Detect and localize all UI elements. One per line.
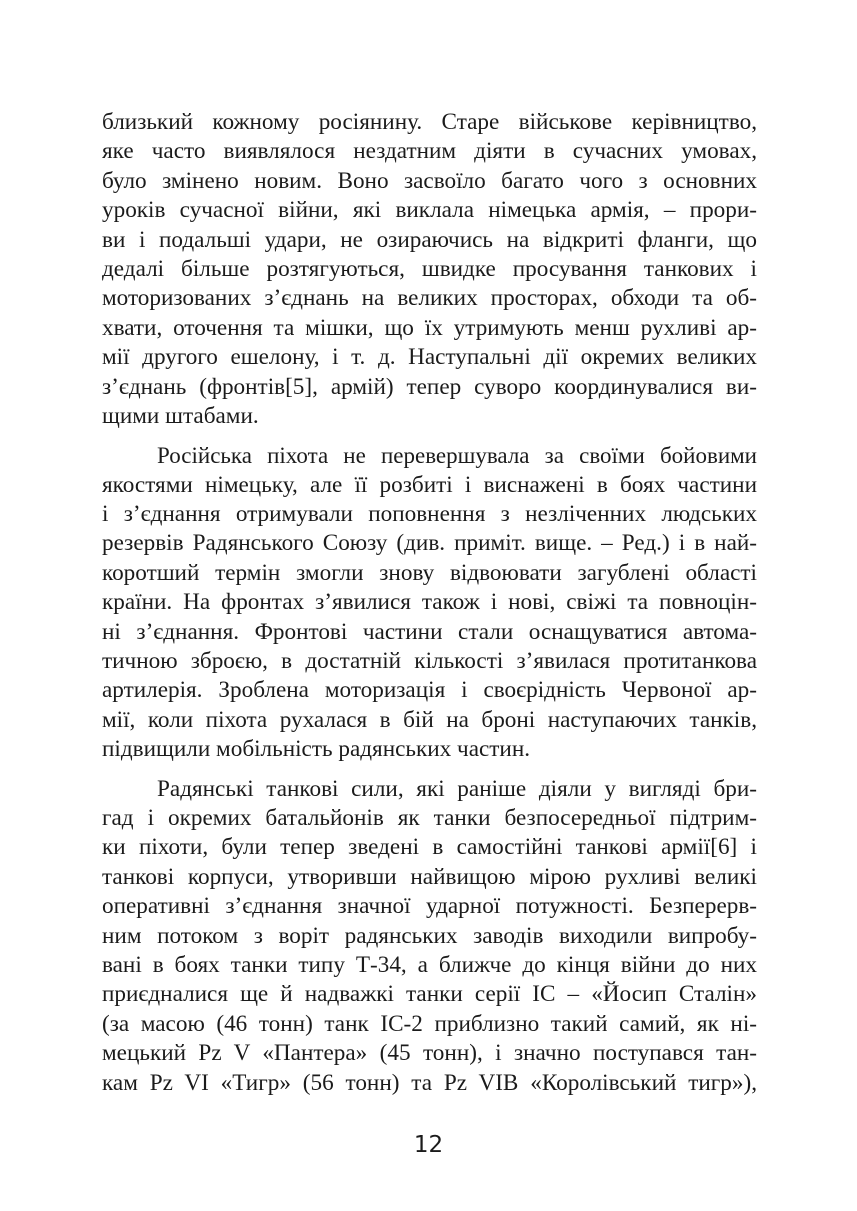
text-line: і з’єднання отримували поповнення з незліченних людських	[102, 501, 757, 528]
text-line: уроків сучасної війни, які виклала німецька армія, – прори-	[102, 197, 757, 224]
text-line: гад і окремих батальйонів як танки безпосередньої підтрим-	[102, 804, 757, 831]
text-line: Російська піхота не перевершувала за своїми бойовими	[157, 443, 757, 469]
paragraph-gap	[102, 431, 757, 441]
text-line: з’єднань (фронтів[5], армій) тепер суворо координувалися ви-	[102, 373, 757, 400]
text-line: тичною зброєю, в достатній кількості з’явилася протитанкова	[102, 648, 757, 675]
page-body	[102, 108, 757, 1098]
text-line: мії, коли піхота рухалася в бій на броні наступаючих танків,	[102, 706, 757, 733]
text-line: країни. На фронтах з’явилися також і нові, свіжі та повноцін-	[102, 589, 757, 616]
paragraph-1	[102, 108, 757, 431]
text-line: вані в боях танки типу Т-34, а ближче до кінця війни до них	[102, 951, 757, 978]
paragraph-gap	[102, 765, 757, 775]
text-line: коротший термін змогли знову відвоювати загублені області	[102, 559, 757, 586]
text-line: приєдналися ще й надважкі танки серії ІС – «Йосип Сталін»	[102, 981, 757, 1008]
page-number: 12	[413, 1132, 444, 1158]
text-line: мії другого ешелону, і т. д. Наступальні дії окремих великих	[102, 344, 757, 371]
text-line: ви і подальші удари, не озираючись на відкриті фланги, що	[102, 226, 757, 253]
text-line: (за масою (46 тонн) танк ІС-2 приблизно такий самий, як ні-	[102, 1010, 757, 1037]
text-line: артилерія. Зроблена моторизація і своєрідність Червоної ар-	[102, 677, 757, 704]
text-line: хвати, оточення та мішки, що їх утримують менш рухливі ар-	[102, 314, 757, 341]
text-line: танкові корпуси, утворивши найвищою мірою рухливі великі	[102, 863, 757, 890]
text-line: щими штабами.	[102, 402, 259, 429]
text-line: ним потоком з воріт радянських заводів виходили випробу-	[102, 922, 757, 949]
text-line: якостями німецьку, але її розбиті і виснажені в боях частини	[102, 471, 757, 498]
text-line: оперативні з’єднання значної ударної потужності. Безперерв-	[102, 893, 757, 920]
text-line: дедалі більше розтягуються, швидке просування танкових і	[102, 255, 757, 282]
text-line: Радянські танкові сили, які раніше діяли у вигляді бри-	[157, 775, 757, 802]
text-line: яке часто виявлялося нездатним діяти в сучасних умовах,	[102, 138, 757, 165]
text-line: ки піхоти, були тепер зведені в самостійні танкові армії[6] і	[102, 834, 757, 861]
text-line: моторизованих з’єднань на великих просторах, обходи та об-	[102, 285, 757, 312]
text-line: було змінено новим. Воно засвоїло багато чого з основних	[102, 167, 757, 194]
text-line: близький кожному росіянину. Старе військове керівництво,	[102, 109, 757, 135]
text-line: підвищили мобільність радянських частин.	[102, 736, 531, 763]
paragraph-3	[102, 775, 757, 1098]
text-line: мецький Pz V «Пантера» (45 тонн), і значно поступався тан-	[102, 1040, 757, 1067]
text-line: ні з’єднання. Фронтові частини стали оснащуватися автома-	[102, 618, 757, 645]
text-line: кам Pz VI «Тигр» (56 тонн) та Pz VIB «Королівський тигр»),	[102, 1069, 757, 1096]
text-line: резервів Радянського Союзу (див. приміт. вище. – Ред.) і в най-	[102, 530, 757, 557]
paragraph-2	[102, 441, 757, 764]
